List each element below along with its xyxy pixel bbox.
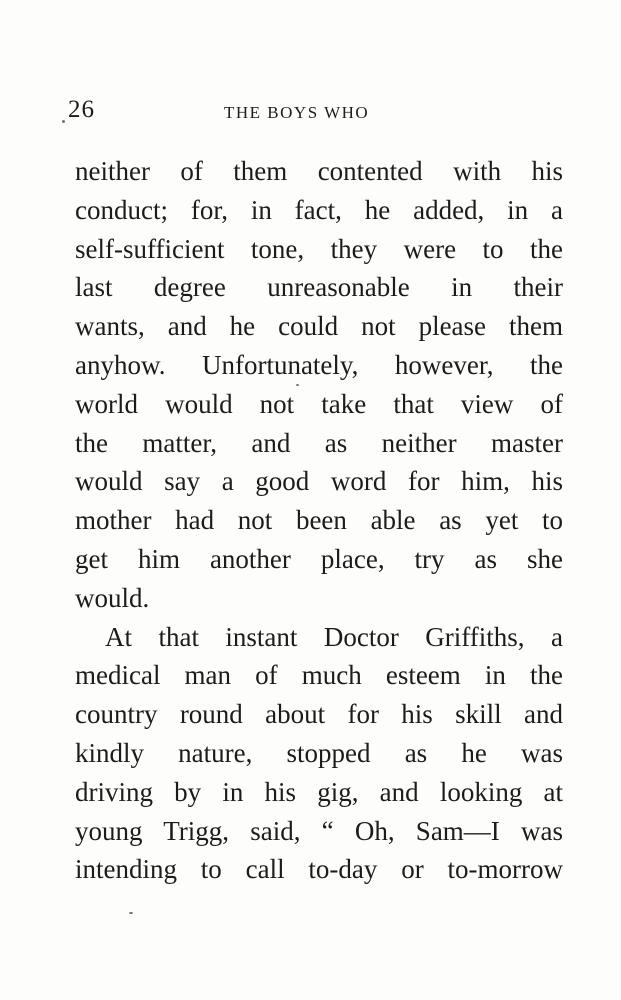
text-line: medical man of much esteem in the [75,660,563,691]
text-line: intending to call to-day or to-morrow [75,854,563,885]
paragraph-1 [75,152,563,618]
text-line: would. [75,582,150,613]
text-line: last degree unreasonable in their [75,272,563,303]
page-header [68,96,568,130]
text-line: neither of them contented with his [75,156,563,186]
text-line: conduct; for, in fact, he added, in a [75,194,563,225]
print-speck [62,120,65,123]
text-line: At that instant Doctor Griffiths, a [105,621,563,652]
body-text [75,152,563,889]
print-speck [129,912,133,914]
page-number: 26 [68,96,95,123]
running-head: THE BOYS WHO [224,103,370,122]
paragraph-2 [75,618,563,890]
print-speck [296,384,299,386]
text-line: kindly nature, stopped as he was [75,737,563,768]
text-line: mother had not been able as yet to [75,505,563,536]
text-line: would say a good word for him, his [75,466,563,497]
text-line: world would not take that view of [75,388,563,419]
text-line: wants, and he could not please them [75,311,563,342]
text-line: country round about for his skill and [75,699,563,730]
text-line: get him another place, try as she [75,543,563,574]
text-line: the matter, and as neither master [75,427,563,458]
text-line: young Trigg, said, “ Oh, Sam—I was [75,815,563,846]
text-line: self-sufficient tone, they were to the [75,233,563,264]
text-line: anyhow. Unfortunately, however, the [75,349,563,380]
text-line: driving by in his gig, and looking at [75,776,563,807]
